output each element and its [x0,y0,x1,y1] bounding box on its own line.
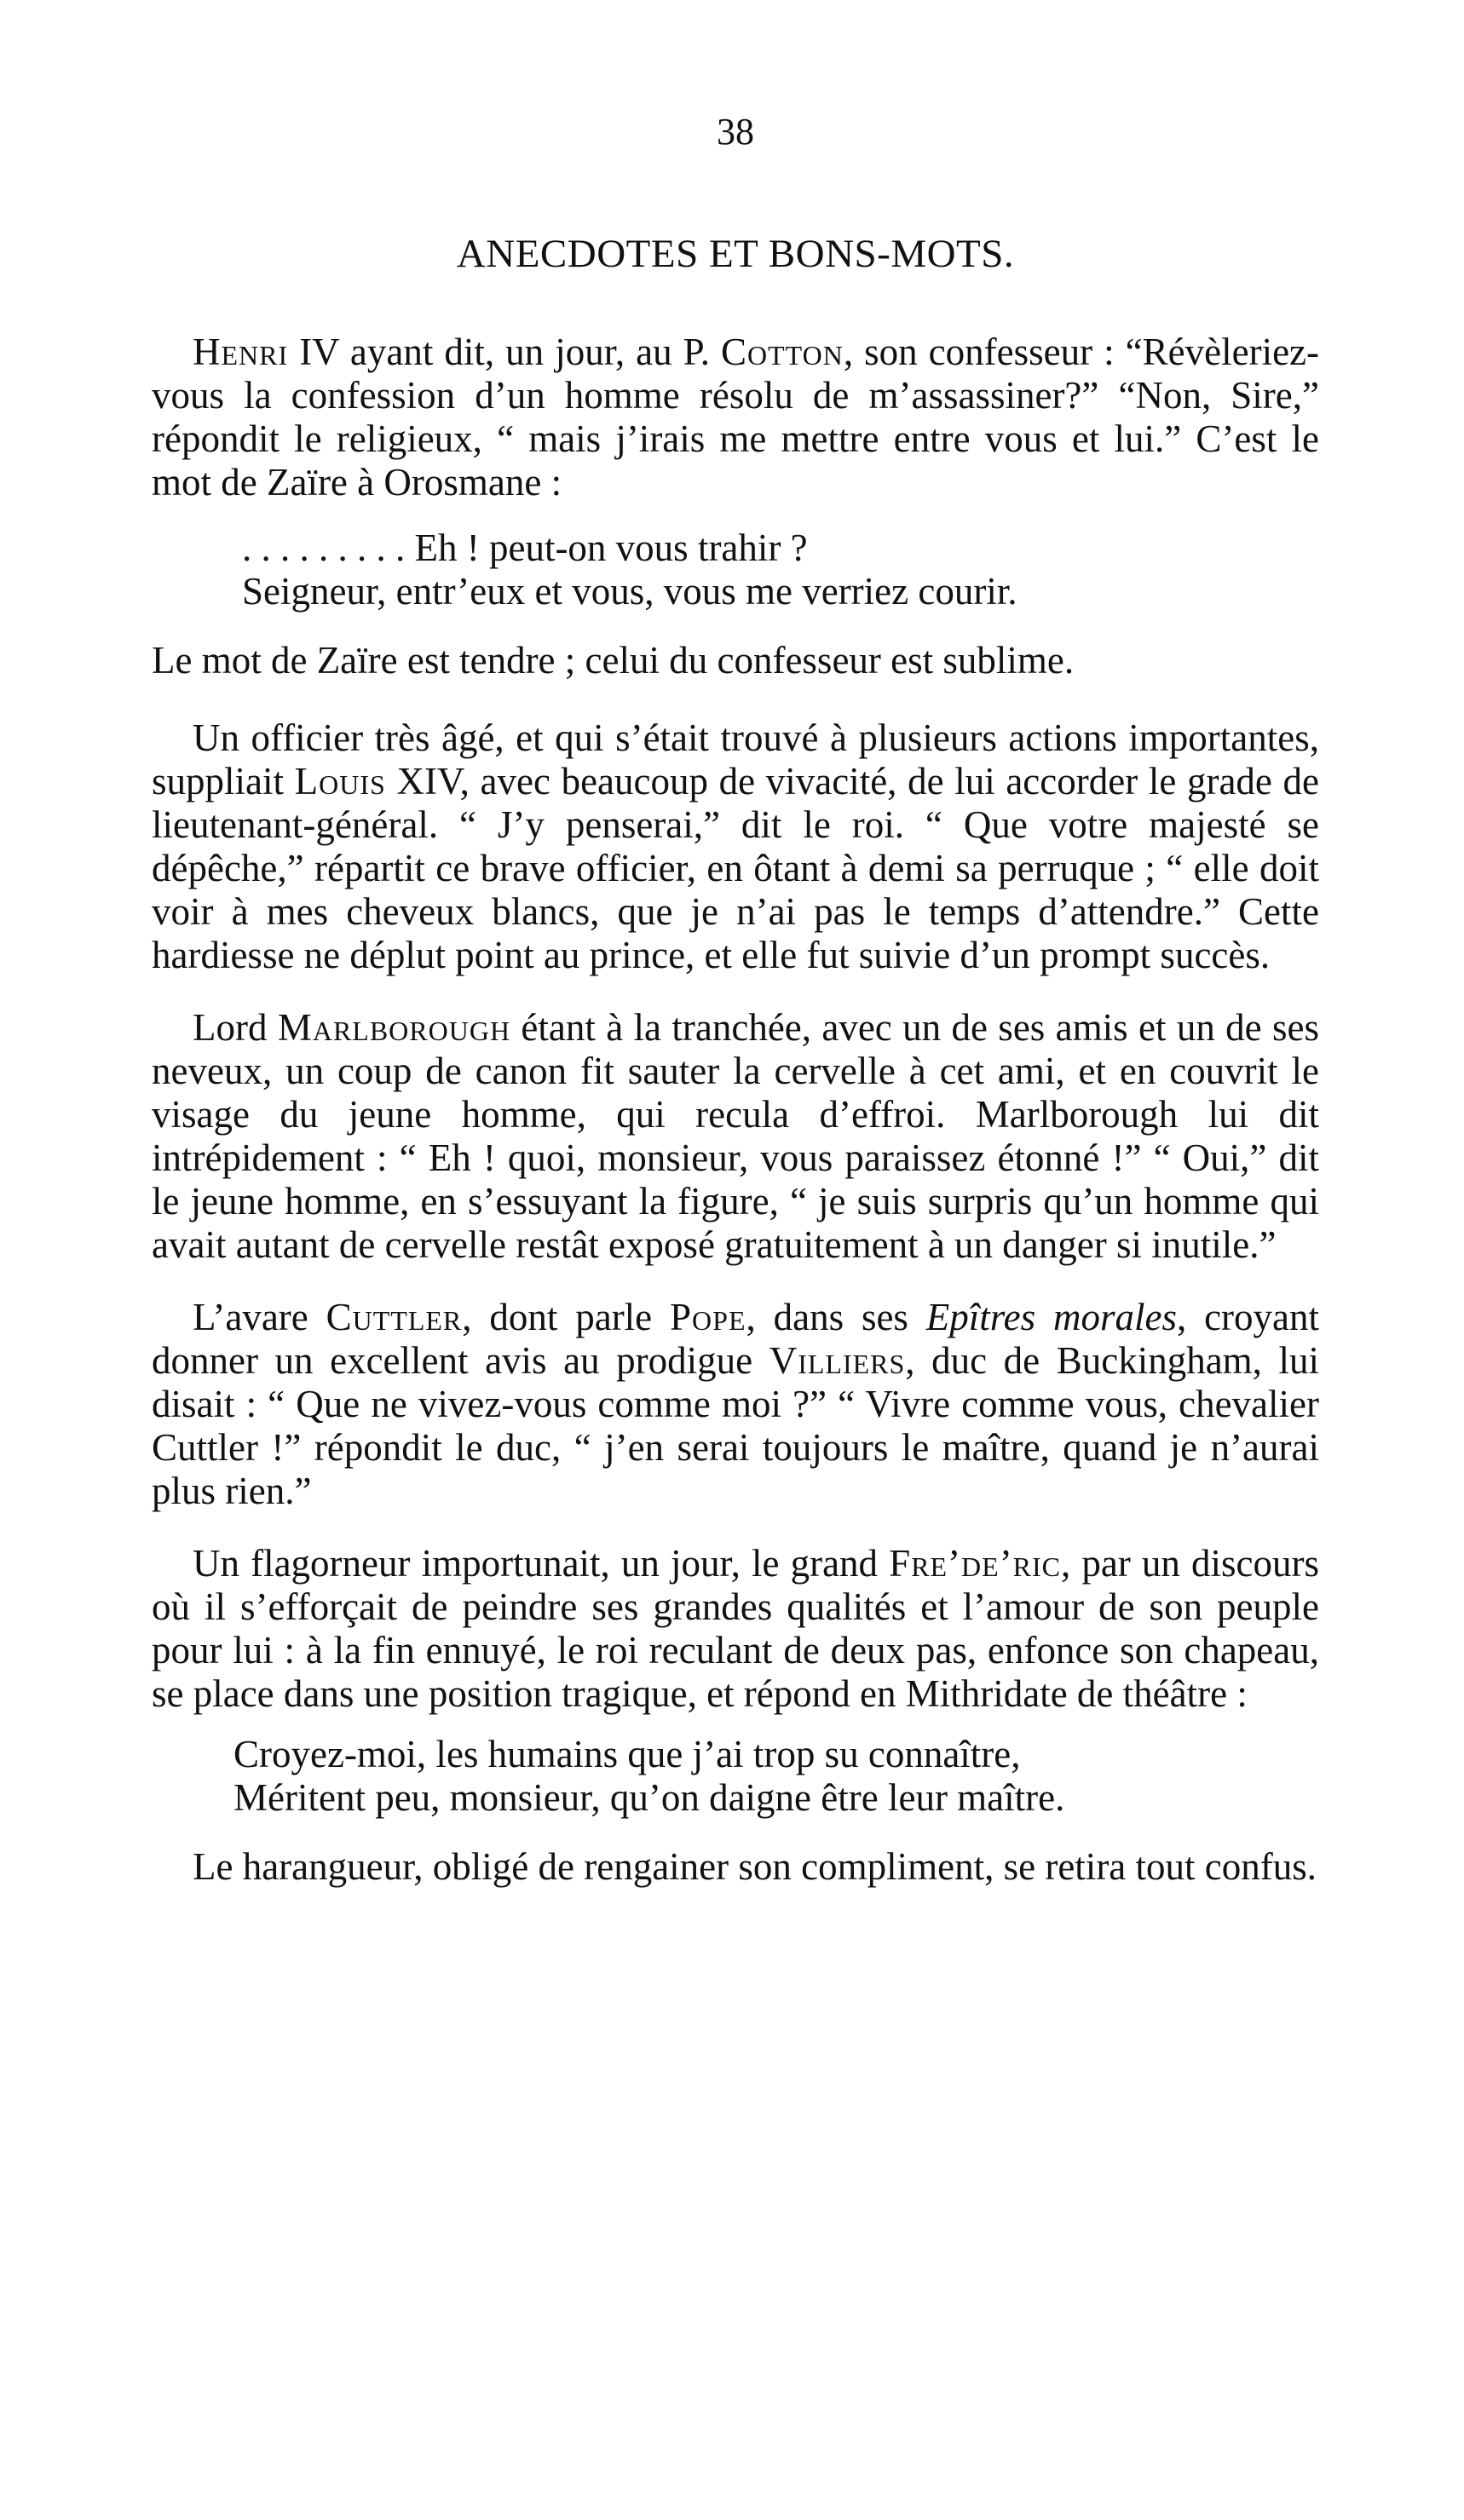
anecdote-text: , dont parle [462,1296,671,1338]
page-number: 38 [717,111,754,152]
anecdote-frederic [152,1542,1319,1716]
anecdote-text: , croyant donner un excellent avis au prodigue [152,1296,1320,1382]
anecdote-henri-iv [152,331,1319,504]
anecdote-text: , dans ses [746,1296,926,1338]
anecdote-officer [152,716,1319,977]
anecdote-text: , son confesseur : “Révèleriez-vous la confession d’un homme résolu de m’assassiner?” “Non, Sire,” répondit le religieux, “ mais j’irais me mettre entre vous et lui.” C’est le mot de Zaïre à Orosmane : [152,331,1319,503]
person-name: Henri [193,331,289,373]
anecdote-text: L’avare [193,1296,326,1338]
person-name: Pope [670,1296,746,1338]
person-name: Fre’de’ric [889,1542,1062,1585]
verse-line: . . . . . . . . . Eh ! peut-on vous trahir ? [242,526,808,569]
anecdote-text: étant à la tranchée, avec un de ses amis et un de ses neveux, un coup de canon fit sauter la cervelle à cet ami, et en couvrit le visage du jeune homme, qui recula d’effroi. Marlborough lui dit intrépidement : “ Eh ! quoi, monsieur, vous paraissez étonné !” “ Oui,” dit le jeune homme, en s’essuyant la figure, “ je suis surpris qu’un homme qui avait autant de cervelle restât exposé gratuitement à un danger si inutile.” [152,1006,1319,1266]
verse-zaire [242,526,1319,613]
anecdote-harangueur: Le harangueur, obligé de rengainer son compliment, se retira tout confus. [193,1845,1317,1888]
book-page [152,111,1319,1918]
page-heading: ANECDOTES ET BONS-MOTS. [456,232,1015,276]
person-name: Villiers [769,1339,906,1382]
person-name: Louis [294,760,386,803]
person-name: Cuttler [326,1296,463,1338]
verse-line: Croyez-moi, les humains que j’ai trop su connaître, [233,1733,1021,1775]
anecdote-cuttler [152,1296,1319,1513]
anecdote-conclusion: Le mot de Zaïre est tendre ; celui du confesseur est sublime. [152,639,1075,682]
book-title: Epîtres morales [925,1296,1177,1338]
anecdote-text: Un flagorneur importunait, un jour, le grand [193,1542,890,1585]
anecdote-text: , duc de Buckingham, lui disait : “ Que ne vivez-vous comme moi ?” “ Vivre comme vous, chevalier Cuttler !” répondit le duc, “ j’en serai toujours le maître, quand je n’aurai plus rien.” [152,1339,1319,1512]
person-name: Cotton [721,331,844,373]
verse-line: Méritent peu, monsieur, qu’on daigne être leur maître. [233,1776,1065,1819]
anecdote-text: XIV, avec beaucoup de vivacité, de lui accorder le grade de lieutenant-général. “ J’y penserai,” dit le roi. “ Que votre majesté se dépêche,” répartit ce brave officier, en ôtant à demi sa perruque ; “ elle doit voir à mes cheveux blancs, que je n’ai pas le temps d’attendre.” Cette hardiesse ne déplut point au prince, et elle fut suivie d’un prompt succès. [152,760,1319,976]
anecdote-text: IV ayant dit, un jour, au P. [288,331,721,373]
anecdote-marlborough [152,1006,1319,1267]
anecdote-text: Un officier très âgé, et qui s’était trouvé à plusieurs actions importantes, suppliait [152,716,1319,803]
anecdote-text: Lord [193,1006,278,1049]
verse-mithridate [233,1733,1319,1820]
verse-line: Seigneur, entr’eux et vous, vous me verriez courir. [242,570,1017,613]
anecdote-text: , par un discours où il s’efforçait de peindre ses grandes qualités et l’amour de son peuple pour lui : à la fin ennuyé, le roi reculant de deux pas, enfonce son chapeau, se place dans une position tragique, et répond en Mithridate de théâtre : [152,1542,1319,1715]
person-name: Marlborough [277,1006,511,1049]
